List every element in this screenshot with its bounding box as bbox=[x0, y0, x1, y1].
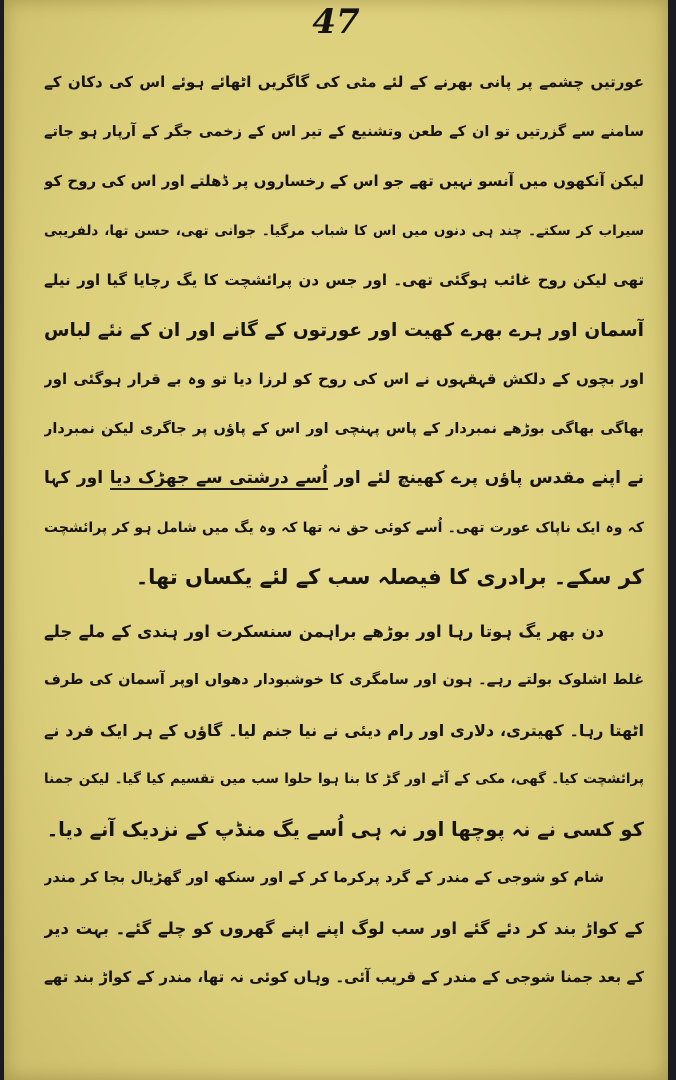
text-line-15: پرائشچت کیا۔ گھی، مکی کے آٹے اور گڑ کا بنا ہوا حلوا سب میں تقسیم کیا گیا۔ لیکن جمنا bbox=[44, 771, 644, 787]
text-line-14: اٹھتا رہا۔ کھیتری، دلاری اور رام دیئی نے نیا جنم لیا۔ گاؤں کے ہر ایک فرد نے bbox=[44, 720, 644, 740]
text-line-1: عورتیں چشمے پر پانی بھرنے کے لئے مٹی کی گاگریں اٹھائے ہوئے اس کی دکان کے bbox=[44, 73, 644, 91]
text-line-8: بھاگی بھاگی بوڑھے نمبردار کے پاس پہنچی اور اس کے پاؤں پر جاگری لیکن نمبردار bbox=[44, 420, 644, 437]
page-number: 47 bbox=[312, 2, 360, 42]
text-line-9: نے اپنے مقدس پاؤں پرے کھینچ لئے اور اُسے درشتی سے جھڑک دیا اور کہا bbox=[44, 468, 644, 488]
text-line-13: غلط اشلوک بولتے رہے۔ ہون اور سامگری کا خوشبودار دھواں اوپر آسمان کی طرف bbox=[44, 672, 644, 688]
text-line-3: لیکن آنکھوں میں آنسو نہیں تھے جو اس کے رخساروں پر ڈھلتے اور اس کی روح کو bbox=[44, 172, 644, 190]
text-line-6: آسمان اور ہرے بھرے کھیت اور عورتوں کے گانے اور ان کے نئے لباس bbox=[44, 319, 644, 341]
book-page bbox=[4, 0, 668, 1080]
text-line-2: سامنے سے گزرتیں تو ان کے طعن وتشنیع کے تیر اس کے زخمی جگر کے آرپار ہو جاتے bbox=[44, 123, 644, 140]
text-line-5: تھی لیکن روح غائب ہوگئی تھی۔ اور جس دن پرائشچت کا یگ رچایا گیا اور نیلے bbox=[44, 271, 644, 289]
text-line-7: اور بچوں کے دلکش قہقہوں نے اس کی روح کو لرزا دیا تو وہ بے قرار ہوگئی اور bbox=[44, 370, 644, 388]
text-line-17: شام کو شوجی کے مندر کے گرد پرکرما کر کے اور سنکھ اور گھڑیال بجا کر مندر bbox=[44, 870, 604, 886]
underlined-phrase: اُسے درشتی سے جھڑک دیا bbox=[109, 468, 328, 488]
text-line-19: کے بعد جمنا شوجی کے مندر کے قریب آئی۔ وہاں کوئی نہ تھا، مندر کے کواڑ بند تھے bbox=[44, 968, 644, 986]
text-line-11: کر سکے۔ برادری کا فیصلہ سب کے لئے یکساں تھا۔ bbox=[135, 565, 644, 589]
page-body-text bbox=[44, 58, 644, 1003]
text-line-16: کو کسی نے نہ پوچھا اور نہ ہی اُسے یگ منڈپ کے نزدیک آنے دیا۔ bbox=[46, 817, 644, 841]
text-line-18: کے کواڑ بند کر دئے گئے اور سب لوگ اپنے اپنے گھروں کو چلے گئے۔ بہت دیر bbox=[44, 918, 644, 938]
text-line-4: سیراب کر سکتے۔ چند ہی دنوں میں اس کا شباب مرگیا۔ جوانی تھی، حسن تھا، دلفریبی bbox=[44, 222, 644, 239]
text-line-12: دن بھر یگ ہوتا رہا اور بوڑھے براہمن سنسکرت اور ہندی کے ملے جلے bbox=[44, 621, 604, 641]
text-line-10: کہ وہ ایک ناپاک عورت تھی۔ اُسے کوئی حق نہ تھا کہ وہ یگ میں شامل ہو کر پرائشچت bbox=[44, 519, 644, 536]
